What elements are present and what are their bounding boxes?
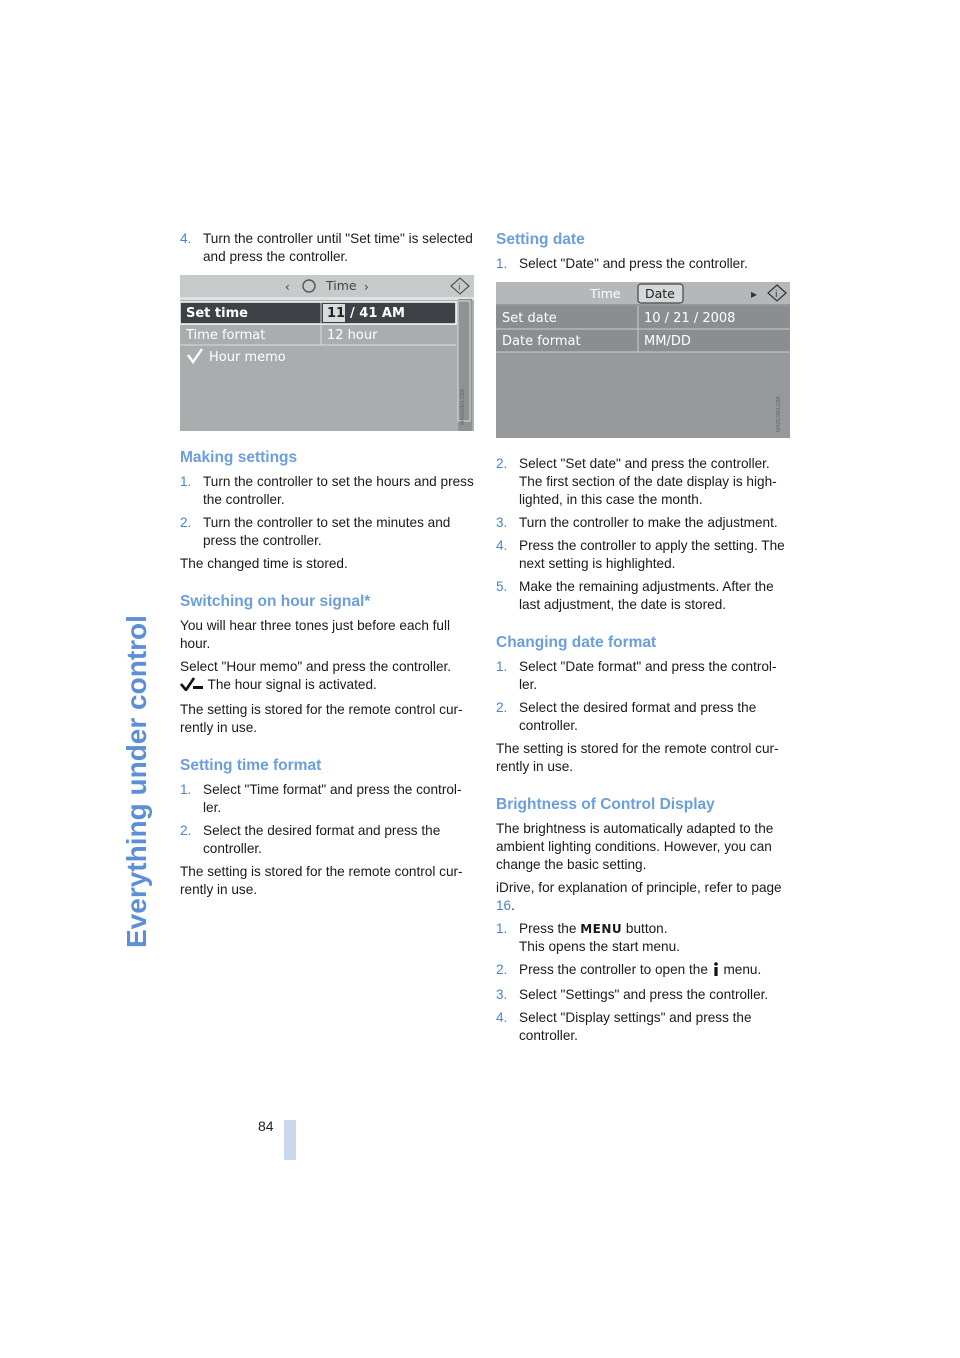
screen-row-value: 10 / 21 / 2008 xyxy=(644,311,736,326)
screen-row-label: Set time xyxy=(186,306,248,321)
paragraph: The changed time is stored. xyxy=(180,556,348,571)
screen-row-value: / 41 AM xyxy=(350,306,405,321)
heading-making-settings: Making settings xyxy=(180,449,298,466)
paragraph: The setting is stored for the remote control cur-rently in use. xyxy=(496,741,779,774)
svg-text:i: i xyxy=(775,290,778,300)
svg-text:‹: ‹ xyxy=(285,280,290,294)
step-number: 1. xyxy=(496,659,508,674)
step-number: 3. xyxy=(496,987,508,1002)
screen-row-value: 12 hour xyxy=(327,328,378,343)
step-text: Select the desired format and press the controller. xyxy=(203,823,441,856)
step-text: Select "Set date" and press the controller. The first section of the date display is high-lighted, in this case the month. xyxy=(519,456,777,507)
heading-hour-signal: Switching on hour signal* xyxy=(180,593,371,610)
step-number: 2. xyxy=(496,962,508,977)
step-text: Select "Time format" and press the control-ler. xyxy=(203,782,462,815)
paragraph: You will hear three tones just before each full hour. xyxy=(180,618,451,651)
step-text: Press the controller to open the xyxy=(519,962,712,977)
paragraph: The setting is stored for the remote control cur-rently in use. xyxy=(180,864,463,897)
date-menu-screenshot xyxy=(496,282,790,438)
left-column xyxy=(180,230,476,904)
list-item xyxy=(496,514,792,532)
page-link[interactable]: 16 xyxy=(496,898,512,913)
step-text: Select "Date" and press the controller. xyxy=(519,256,748,271)
time-menu-screenshot xyxy=(180,275,474,431)
heading-setting-date: Setting date xyxy=(496,231,585,248)
section-title xyxy=(116,228,156,948)
list-item xyxy=(496,658,792,694)
step-text: Turn the controller to make the adjustment. xyxy=(519,515,778,530)
list-item xyxy=(496,455,792,509)
step-number: 3. xyxy=(496,515,508,530)
paragraph-text: The hour signal is activated. xyxy=(204,677,377,692)
screen-row-value: MM/DD xyxy=(644,334,691,349)
step-text: Press the controller to apply the setting. The next setting is highlighted. xyxy=(519,538,785,571)
step-text: Make the remaining adjustments. After the last adjustment, the date is stored. xyxy=(519,579,774,612)
svg-text:›: › xyxy=(364,280,369,294)
list-item xyxy=(496,255,792,273)
list-item xyxy=(180,822,476,858)
list-item xyxy=(496,961,792,981)
page-marker-bar xyxy=(284,1120,296,1160)
screen-row-label: Hour memo xyxy=(209,350,286,365)
paragraph-text: iDrive, for explanation of principle, refer to page xyxy=(496,880,782,895)
step-number: 2. xyxy=(496,456,508,471)
list-item xyxy=(180,781,476,817)
list-item xyxy=(496,986,792,1004)
svg-text:i: i xyxy=(458,283,461,293)
step-number: 1. xyxy=(496,256,508,271)
image-code: MA052/M/LCBA xyxy=(776,396,782,432)
menu-button-icon: MENU xyxy=(580,922,623,936)
step-number: 2. xyxy=(180,515,192,530)
heading-time-format: Setting time format xyxy=(180,757,322,774)
list-item xyxy=(496,920,792,956)
paragraph-text: . xyxy=(511,898,515,913)
step-text: Select the desired format and press the controller. xyxy=(519,700,757,733)
paragraph-text: Select "Hour memo" and press the controller. xyxy=(180,659,452,674)
step-number: 2. xyxy=(180,823,192,838)
list-item xyxy=(180,230,476,266)
screen-tab-date: Date xyxy=(645,286,675,301)
paragraph xyxy=(496,879,792,915)
section-title-text: Everything under control xyxy=(121,615,152,948)
step-number: 5. xyxy=(496,579,508,594)
checkmark-icon xyxy=(180,677,204,696)
screen-tab-time: Time xyxy=(590,286,621,301)
page-number: 84 xyxy=(258,1118,274,1134)
step-text: Select "Settings" and press the controller. xyxy=(519,987,769,1002)
paragraph: The setting is stored for the remote control cur-rently in use. xyxy=(180,702,463,735)
heading-date-format: Changing date format xyxy=(496,634,657,651)
list-item xyxy=(496,699,792,735)
step-text: Turn the controller to set the minutes and press the controller. xyxy=(203,515,451,548)
step-number: 1. xyxy=(180,474,192,489)
info-icon xyxy=(712,962,720,981)
screen-row-label: Date format xyxy=(502,334,581,349)
paragraph xyxy=(180,658,476,696)
step-number: 1. xyxy=(180,782,192,797)
step-text: Select "Date format" and press the control-ler. xyxy=(519,659,777,692)
screen-row-label: Set date xyxy=(502,311,557,326)
right-column xyxy=(496,230,792,1050)
step-text: Turn the controller until "Set time" is selected and press the controller. xyxy=(203,231,473,264)
list-item xyxy=(496,1009,792,1045)
step-text: Press the xyxy=(519,921,581,936)
screen-row-value-highlight: 11 xyxy=(327,306,346,321)
image-code: MA052/M/LCBA xyxy=(460,389,466,425)
step-text: menu. xyxy=(719,962,762,977)
list-item xyxy=(496,537,792,573)
list-item xyxy=(180,514,476,550)
step-text: Turn the controller to set the hours and press the controller. xyxy=(203,474,474,507)
step-number: 4. xyxy=(180,231,192,246)
step-text: This opens the start menu. xyxy=(519,939,680,954)
step-number: 4. xyxy=(496,538,508,553)
step-number: 2. xyxy=(496,700,508,715)
screen-tab-title: Time xyxy=(326,278,357,293)
step-number: 1. xyxy=(496,921,508,936)
step-number: 4. xyxy=(496,1010,508,1025)
step-text: button. xyxy=(622,921,668,936)
svg-text:▸: ▸ xyxy=(751,287,758,301)
heading-brightness: Brightness of Control Display xyxy=(496,796,715,813)
step-text: Select "Display settings" and press the controller. xyxy=(519,1010,752,1043)
screen-row-label: Time format xyxy=(186,328,266,343)
paragraph: The brightness is automatically adapted to the ambient lighting conditions. However, you can change the basic setting. xyxy=(496,821,774,872)
list-item xyxy=(180,473,476,509)
list-item xyxy=(496,578,792,614)
